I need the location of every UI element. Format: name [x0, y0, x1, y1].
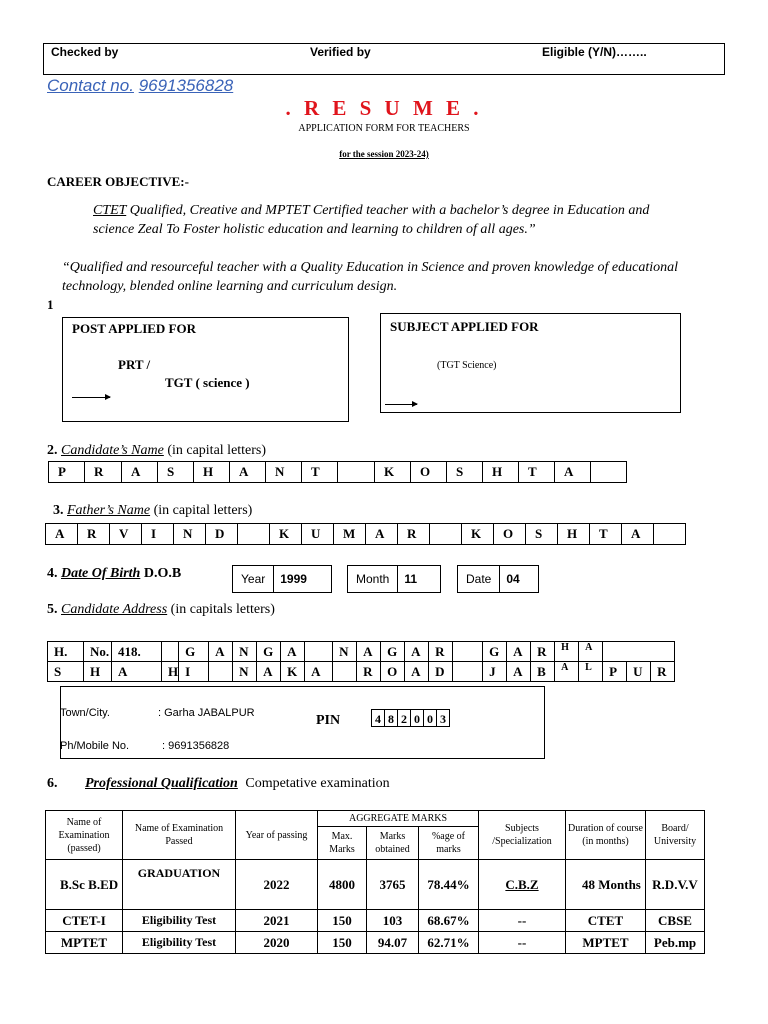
- phone-value[interactable]: : 9691356828: [162, 740, 230, 752]
- cell-exam: CTET-I: [46, 910, 123, 932]
- section-4-heading: [47, 566, 181, 582]
- address-cell[interactable]: A: [281, 642, 305, 662]
- address-cell[interactable]: G: [483, 642, 507, 662]
- section-1-number: 1: [47, 297, 54, 312]
- cell-percent: 68.67%: [419, 910, 479, 932]
- address-cell[interactable]: A: [405, 662, 429, 682]
- letter-cell[interactable]: R: [397, 523, 430, 545]
- section-5-number: 5.: [47, 602, 58, 617]
- arrow-right-icon: [72, 397, 110, 398]
- address-cell[interactable]: [209, 662, 233, 682]
- header-aggregate: AGGREGATE MARKS: [318, 811, 479, 827]
- cell-exam: MPTET: [46, 932, 123, 954]
- address-cell[interactable]: A: [405, 642, 429, 662]
- letter-cell[interactable]: K: [374, 461, 411, 483]
- address-cell[interactable]: R: [531, 642, 555, 662]
- post-value-line1: PRT /: [118, 357, 151, 372]
- address-cell[interactable]: R: [357, 662, 381, 682]
- letter-cell[interactable]: [429, 523, 462, 545]
- dob-month-box: [347, 565, 441, 593]
- cell-percent: 78.44%: [419, 860, 479, 910]
- address-cell[interactable]: S: [48, 662, 84, 682]
- address-cell[interactable]: H: [162, 662, 179, 682]
- pin-digit-cell[interactable]: 8: [384, 709, 398, 727]
- letter-cell[interactable]: N: [265, 461, 302, 483]
- address-cell[interactable]: [453, 662, 483, 682]
- letter-cell[interactable]: [337, 461, 375, 483]
- letter-cell[interactable]: A: [229, 461, 266, 483]
- address-grid: [47, 641, 675, 682]
- letter-cell[interactable]: T: [589, 523, 622, 545]
- section-5-hint: (in capitals letters): [170, 602, 275, 617]
- letter-cell[interactable]: S: [525, 523, 558, 545]
- address-cell[interactable]: H: [84, 662, 112, 682]
- address-cell[interactable]: K: [281, 662, 305, 682]
- objective-paragraph-1-text: Qualified, Creative and MPTET Certified teacher with a bachelor’s degree in Education and science Zeal To Foster holistic education and learning to children of all ages.”: [93, 203, 650, 237]
- address-cell[interactable]: G: [257, 642, 281, 662]
- cell-passed: Eligibility Test: [123, 910, 236, 932]
- address-cell[interactable]: A: [555, 662, 579, 682]
- letter-cell[interactable]: A: [554, 461, 591, 483]
- verified-by-label: Verified by: [310, 45, 371, 59]
- ctet-word: CTET: [93, 203, 127, 218]
- letter-cell[interactable]: [237, 523, 270, 545]
- father-name-grid: [45, 523, 686, 545]
- cell-subject: C.B.Z: [479, 860, 566, 910]
- address-cell[interactable]: [333, 662, 357, 682]
- post-value-line2: TGT ( science ): [165, 375, 250, 390]
- pin-digit-cell[interactable]: 2: [397, 709, 411, 727]
- address-cell[interactable]: N: [233, 662, 257, 682]
- cell-year: 2021: [236, 910, 318, 932]
- section-6-suffix: Competative examination: [245, 776, 390, 791]
- pin-label: PIN: [316, 713, 341, 728]
- town-label: Town/City.: [60, 707, 110, 719]
- section-6-heading: [47, 776, 390, 792]
- section-3-heading: [53, 503, 252, 519]
- address-cell[interactable]: U: [627, 662, 651, 682]
- address-cell[interactable]: G: [179, 642, 209, 662]
- letter-cell[interactable]: K: [269, 523, 302, 545]
- address-cell[interactable]: A: [507, 642, 531, 662]
- letter-cell[interactable]: A: [45, 523, 78, 545]
- letter-cell[interactable]: T: [301, 461, 338, 483]
- pin-digit-cell[interactable]: 3: [436, 709, 450, 727]
- header-exam: Name of Examination (passed): [46, 811, 123, 860]
- cell-obtained: 3765: [367, 860, 419, 910]
- cell-passed: GRADUATION: [123, 860, 236, 910]
- career-objective-heading: CAREER OBJECTIVE:-: [47, 174, 189, 189]
- cell-year: 2020: [236, 932, 318, 954]
- letter-cell[interactable]: P: [48, 461, 85, 483]
- resume-title: . R E S U M E .: [285, 96, 483, 120]
- address-cell[interactable]: L: [579, 662, 603, 682]
- section-5-label: Candidate Address: [61, 602, 168, 617]
- cell-percent: 62.71%: [419, 932, 479, 954]
- cell-board: CBSE: [646, 910, 705, 932]
- header-max-marks: Max. Marks: [318, 827, 367, 860]
- address-cell[interactable]: [305, 642, 333, 662]
- cell-year: 2022: [236, 860, 318, 910]
- cell-obtained: 94.07: [367, 932, 419, 954]
- phone-label: Ph/Mobile No.: [60, 740, 130, 752]
- header-subjects: Subjects /Specialization: [479, 811, 566, 860]
- section-6-label: Professional Qualification: [85, 776, 238, 791]
- cell-obtained: 103: [367, 910, 419, 932]
- address-cell[interactable]: A: [209, 642, 233, 662]
- table-row: [46, 860, 705, 910]
- dob-date-box: [457, 565, 539, 593]
- letter-cell[interactable]: H: [193, 461, 230, 483]
- address-cell[interactable]: A: [305, 662, 333, 682]
- header-exam-passed: Name of Examination Passed: [123, 811, 236, 860]
- town-phone-box: [60, 686, 545, 759]
- pin-digit-cell[interactable]: 0: [410, 709, 424, 727]
- contact-line: [47, 76, 233, 96]
- section-2-hint: (in capital letters): [167, 443, 267, 458]
- section-4-suffix: D.O.B: [143, 566, 182, 581]
- cell-max: 4800: [318, 860, 367, 910]
- cell-duration: MPTET: [566, 932, 646, 954]
- objective-paragraph-2: “Qualified and resourceful teacher with a Quality Education in Science and proven knowledge of educational technology, blended online learning and curriculum design.: [62, 260, 678, 294]
- dob-year-label: Year: [241, 572, 266, 586]
- section-2-label: Candidate’s Name: [61, 443, 164, 458]
- letter-cell[interactable]: A: [365, 523, 398, 545]
- address-cell[interactable]: A: [579, 642, 603, 662]
- pin-digit-cell[interactable]: 4: [371, 709, 385, 727]
- contact-number[interactable]: 9691356828: [138, 76, 234, 95]
- address-cell[interactable]: H: [555, 642, 579, 662]
- letter-cell[interactable]: V: [109, 523, 142, 545]
- letter-cell[interactable]: O: [493, 523, 526, 545]
- section-2-number: 2.: [47, 443, 58, 458]
- header-board: Board/ University: [646, 811, 705, 860]
- address-cell[interactable]: 418.: [112, 642, 162, 662]
- address-cell[interactable]: R: [429, 642, 453, 662]
- eligible-label: Eligible (Y/N)……..: [542, 45, 647, 59]
- address-cell[interactable]: A: [112, 662, 162, 682]
- town-value[interactable]: : Garha JABALPUR: [158, 707, 255, 719]
- pin-digit-cell[interactable]: 0: [423, 709, 437, 727]
- address-cell[interactable]: N: [233, 642, 257, 662]
- letter-cell[interactable]: [653, 523, 686, 545]
- section-3-hint: (in capital letters): [153, 503, 253, 518]
- cell-duration: CTET: [566, 910, 646, 932]
- letter-cell[interactable]: I: [141, 523, 174, 545]
- checked-by-label: Checked by: [51, 45, 119, 59]
- dob-month-value[interactable]: 11: [397, 566, 440, 592]
- dob-month-label: Month: [356, 572, 390, 586]
- cell-subject: --: [479, 910, 566, 932]
- letter-cell[interactable]: D: [205, 523, 238, 545]
- address-cell[interactable]: A: [257, 662, 281, 682]
- section-4-label: Date Of Birth: [61, 566, 141, 581]
- address-cell[interactable]: I: [179, 662, 209, 682]
- header-percent: %age of marks: [419, 827, 479, 860]
- letter-cell[interactable]: H: [557, 523, 590, 545]
- table-row: [46, 932, 705, 954]
- section-3-number: 3.: [53, 503, 64, 518]
- cell-exam: B.Sc B.ED: [46, 860, 123, 910]
- cell-duration: 48 Months: [566, 860, 646, 910]
- address-cell[interactable]: A: [507, 662, 531, 682]
- letter-cell[interactable]: R: [77, 523, 110, 545]
- letter-cell[interactable]: [590, 461, 627, 483]
- cell-max: 150: [318, 910, 367, 932]
- dob-date-label: Date: [466, 572, 492, 586]
- header-duration: Duration of course (in months): [566, 811, 646, 860]
- candidate-name-grid: [48, 461, 627, 483]
- cell-passed: Eligibility Test: [123, 932, 236, 954]
- address-cell[interactable]: P: [603, 662, 627, 682]
- section-3-label: Father’s Name: [67, 503, 151, 518]
- letter-cell[interactable]: N: [173, 523, 206, 545]
- address-cell[interactable]: [603, 642, 675, 662]
- header-year: Year of passing: [236, 811, 318, 860]
- address-cell[interactable]: B: [531, 662, 555, 682]
- qualification-table: [45, 810, 705, 954]
- letter-cell[interactable]: A: [121, 461, 158, 483]
- pin-code-grid: [372, 709, 450, 728]
- letter-cell[interactable]: U: [301, 523, 334, 545]
- address-cell[interactable]: J: [483, 662, 507, 682]
- table-row: [46, 910, 705, 932]
- letter-cell[interactable]: M: [333, 523, 366, 545]
- arrow-right-icon: [385, 404, 417, 405]
- objective-paragraph-1: [93, 201, 693, 239]
- section-5-heading: [47, 602, 275, 618]
- letter-cell[interactable]: S: [157, 461, 194, 483]
- section-6-number: 6.: [47, 776, 58, 791]
- dob-date-value[interactable]: 04: [499, 566, 538, 592]
- address-cell[interactable]: [453, 642, 483, 662]
- letter-cell[interactable]: O: [410, 461, 447, 483]
- letter-cell[interactable]: H: [482, 461, 519, 483]
- cell-max: 150: [318, 932, 367, 954]
- section-2-heading: [47, 443, 266, 459]
- section-4-number: 4.: [47, 566, 58, 581]
- contact-label: Contact no.: [47, 76, 134, 95]
- address-cell[interactable]: H.: [48, 642, 84, 662]
- letter-cell[interactable]: K: [461, 523, 494, 545]
- address-cell[interactable]: A: [357, 642, 381, 662]
- dob-year-value[interactable]: 1999: [273, 566, 331, 592]
- letter-cell[interactable]: A: [621, 523, 654, 545]
- subject-applied-label: SUBJECT APPLIED FOR: [390, 319, 539, 334]
- address-cell[interactable]: D: [429, 662, 453, 682]
- dob-year-box: [232, 565, 332, 593]
- cell-board: Peb.mp: [646, 932, 705, 954]
- address-cell[interactable]: O: [381, 662, 405, 682]
- letter-cell[interactable]: T: [518, 461, 555, 483]
- subject-value: (TGT Science): [437, 360, 497, 371]
- post-applied-label: POST APPLIED FOR: [72, 321, 197, 336]
- address-cell[interactable]: N: [333, 642, 357, 662]
- letter-cell[interactable]: S: [446, 461, 483, 483]
- address-cell[interactable]: R: [651, 662, 675, 682]
- header-marks-obtained: Marks obtained: [367, 827, 419, 860]
- cell-subject: --: [479, 932, 566, 954]
- cell-board: R.D.V.V: [646, 860, 705, 910]
- letter-cell[interactable]: R: [84, 461, 122, 483]
- address-cell[interactable]: [162, 642, 179, 662]
- address-cell[interactable]: No.: [84, 642, 112, 662]
- session-line: for the session 2023-24): [339, 149, 429, 159]
- address-cell[interactable]: G: [381, 642, 405, 662]
- form-subtitle: APPLICATION FORM FOR TEACHERS: [298, 123, 470, 134]
